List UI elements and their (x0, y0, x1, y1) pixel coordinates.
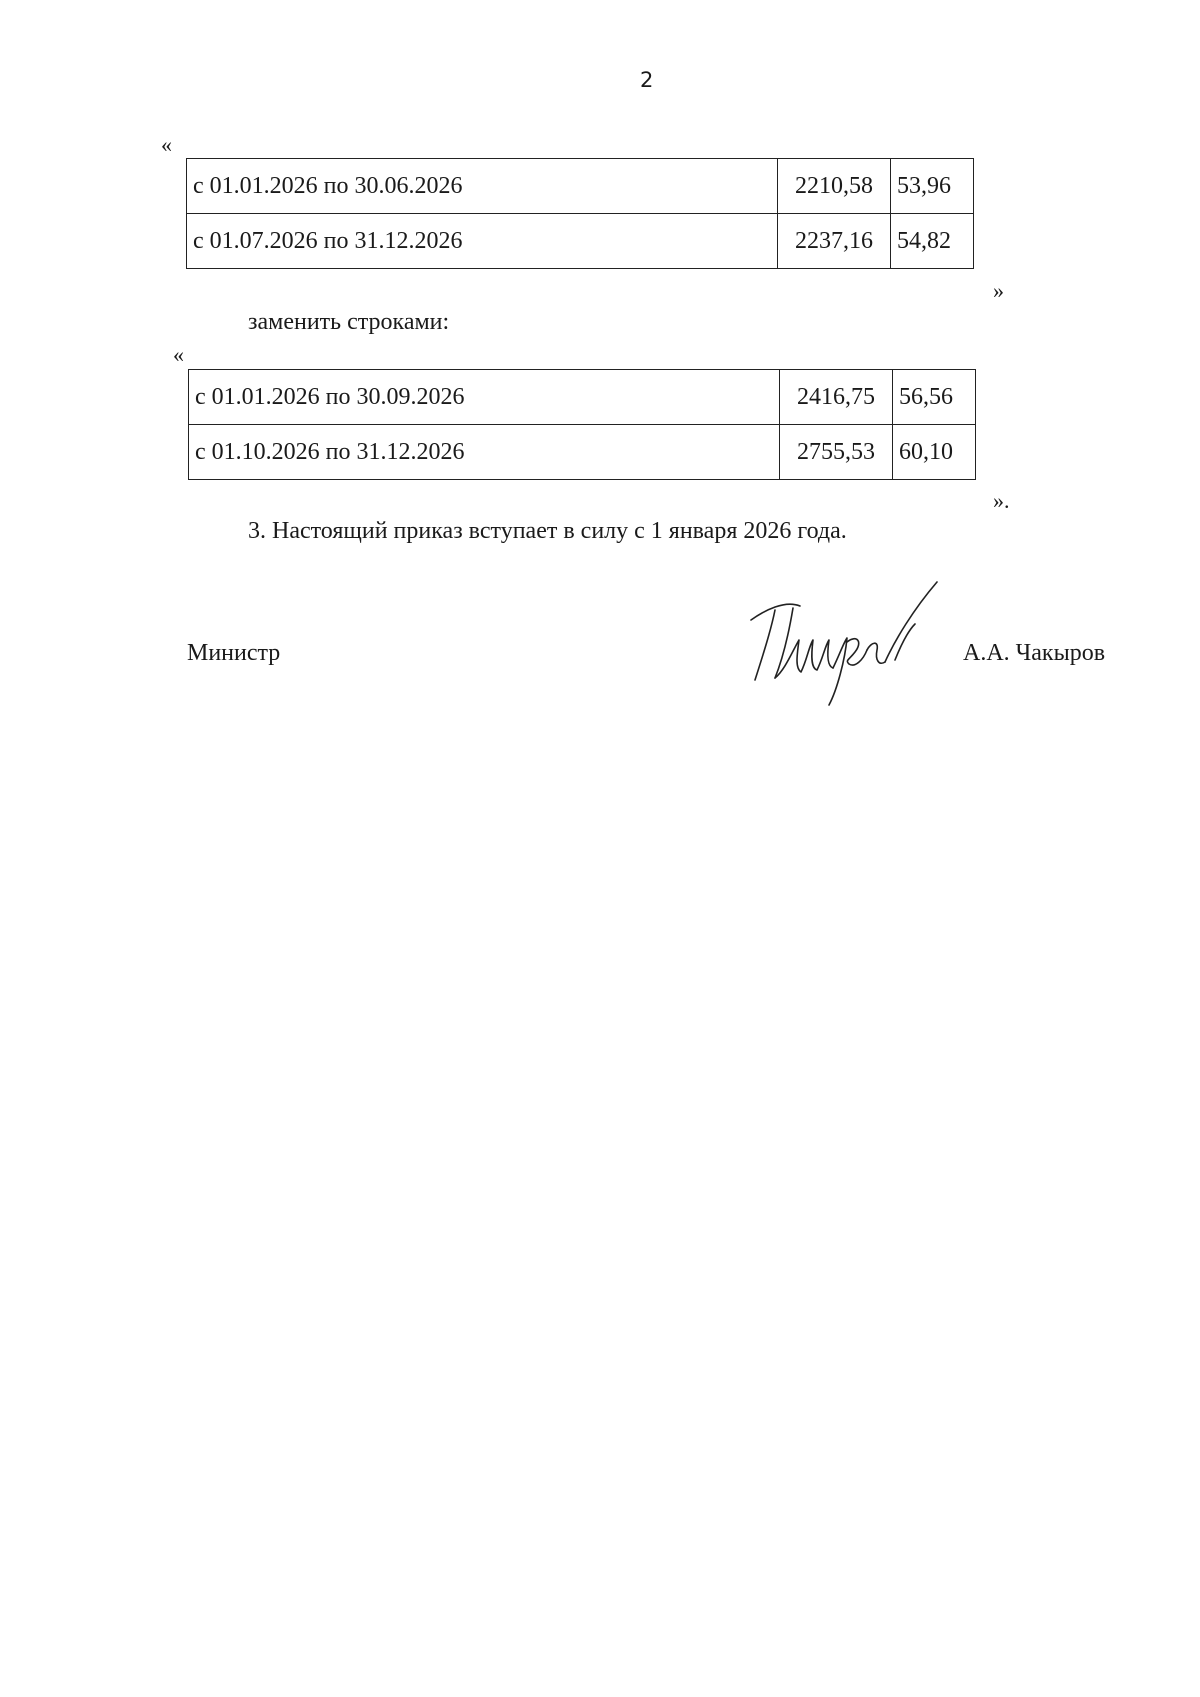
table-row (187, 214, 974, 269)
open-quote-new: « (173, 342, 184, 367)
value1-cell: 2210,58 (778, 159, 891, 214)
old-rows-table (186, 158, 974, 269)
value2-cell: 53,96 (891, 159, 974, 214)
replace-instruction: заменить строками: (248, 309, 450, 335)
value1-cell: 2755,53 (780, 425, 893, 480)
new-rows-table (188, 369, 976, 480)
value1-cell: 2237,16 (778, 214, 891, 269)
close-quote-new: ». (993, 488, 1010, 513)
value2-cell: 56,56 (893, 370, 976, 425)
value2-cell: 60,10 (893, 425, 976, 480)
value2-cell: 54,82 (891, 214, 974, 269)
table-row (189, 370, 976, 425)
period-cell: с 01.10.2026 по 31.12.2026 (189, 425, 780, 480)
value1-cell: 2416,75 (780, 370, 893, 425)
handwritten-signature (745, 580, 945, 710)
signatory-name: А.А. Чакыров (963, 640, 1106, 666)
clause-3: 3. Настоящий приказ вступает в силу с 1 января 2026 года. (248, 518, 847, 544)
period-cell: с 01.01.2026 по 30.09.2026 (189, 370, 780, 425)
period-cell: с 01.07.2026 по 31.12.2026 (187, 214, 778, 269)
signatory-position: Министр (187, 640, 281, 666)
close-quote-old: » (993, 278, 1004, 303)
table-row (189, 425, 976, 480)
period-cell: с 01.01.2026 по 30.06.2026 (187, 159, 778, 214)
page-number: 2 (640, 68, 654, 92)
open-quote-old: « (161, 132, 172, 157)
table-row (187, 159, 974, 214)
